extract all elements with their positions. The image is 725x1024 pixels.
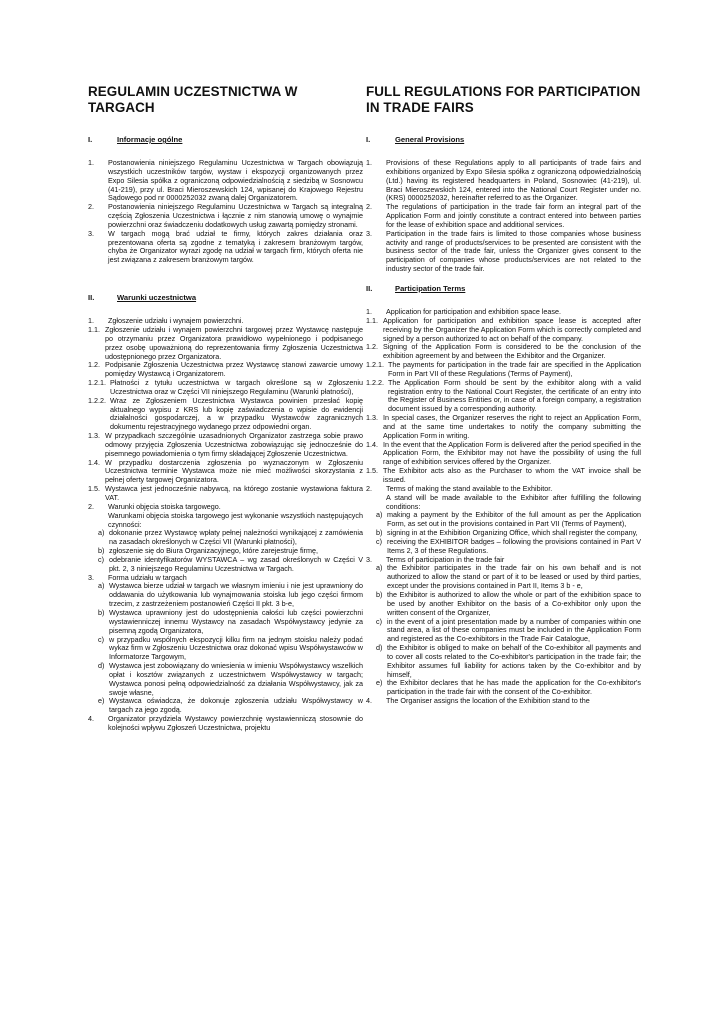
list-item-text: Forma udziału w targach [108,572,187,582]
list-item-text: dokonanie przez Wystawcę wpłaty pełnej należności wynikającej z zamówienia na zasadach określonych w Części VII (Warunki płatności), [109,528,363,547]
list-item-number: 1. [88,316,94,326]
list-item-number: a) [376,510,383,520]
list-item-number: 1.2.1. [366,360,384,370]
list-item-number: 2. [366,202,372,212]
list-item-number: 3. [366,554,372,564]
list-item-text: In special cases, the Organizer reserves the right to reject an Application Form, and at the same time undertakes to notify the company submitting the Application Form in writing. [383,413,641,440]
list-item [366,679,641,697]
list-item-text: The Exhibitor acts also as the Purchaser to whom the VAT invoice shall be issued. [383,466,641,484]
list-item-text: Wystawca jest jednocześnie nabywcą, na którego zostanie wystawiona faktura VAT. [105,484,363,502]
section-items-en-1 [366,159,641,274]
list-item-number: 1.4. [366,439,378,449]
list-item-number: 3. [366,228,372,238]
list-item [366,538,641,556]
list-item-text: in the event of a joint presentation made by a number of companies within one stand area, a list of these companies must be included in the Application Form and registered as the Co-exhibitors in the Trade Fair Catalogue, [387,616,641,644]
polish-column [88,84,363,733]
list-item-number: 1.4. [88,457,100,467]
list-item [366,564,641,591]
list-item [88,636,363,663]
list-item [366,618,641,645]
list-item [88,326,363,361]
list-item [88,159,363,203]
list-item [88,609,363,636]
english-column [366,84,641,706]
list-item [88,529,363,547]
list-item-number: a) [98,528,105,538]
list-item [88,379,363,397]
list-item-text: Wystawca bierze udział w targach we własnym imieniu i nie jest uprawniony do oddawania do użytkowania lub wynajmowania stoiska lub jego części firmom trzecim, z zastrzeżeniem postanowień Części II pkt. 3 b-e, [109,581,363,609]
list-item-text: W targach mogą brać udział te firmy, których zakres działania oraz prezentowana oferta są zgodne z tematyką i zakresem branżowym targów, chyba że Organizator wyrazi zgodę na udział w targach firm, których oferta nie jest związana z zakresem branżowym targów. [108,228,363,265]
list-item-text: W przypadkach szczególnie uzasadnionych Organizator zastrzega sobie prawo odmowy przyjęcia Zgłoszenia Uczestnictwa zobowiązując się jednocześnie do pisemnego powiadomienia o tym firmy składającej Zgłoszenie Uczestnictwa. [105,431,363,458]
list-item-text: the Exhibitor participates in the trade fair on his own behalf and is not authorized to allow the stand or part of it to be leased or used by third parties, except under the provisions contained in Part II, Items 3 b - e, [387,563,641,591]
list-item [366,467,641,485]
section-number: I. [366,135,371,144]
list-item-text: Płatności z tytułu uczestnictwa w targach określone są w Zgłoszeniu Uczestnictwa oraz w Części VII niniejszego Regulaminu (Warunki płatności), [110,378,363,396]
list-item-number: 2. [88,501,94,511]
list-item-text: The Application Form should be sent by the exhibitor along with a valid registration entry to the National Court Register, the certificate of an entry into the Register of Business Entities or, in case of a foreign company, a registration document issued by a corresponding authority. [388,377,641,414]
list-item-number: 1.1. [88,324,100,334]
list-item [88,459,363,486]
list-item-text: Warunki objęcia stoiska targowego. [108,501,221,511]
section-items-pl-1 [88,159,363,265]
section-title: General Provisions [395,135,465,144]
section-heading-pl-1 [88,135,363,144]
list-item [366,591,641,618]
list-item-number: 1. [88,158,94,167]
list-item-number: 1.2. [88,360,100,370]
list-item-number: 1.2. [366,342,378,352]
list-item-text: Warunkami objęcia stoiska targowego jest wykonanie wszystkich następujących czynności: [108,510,363,529]
list-item [88,662,363,697]
list-item-number: c) [98,554,104,564]
list-item-text: Terms of making the stand available to the Exhibitor. [386,483,553,493]
section-title: Warunki uczestnictwa [117,293,197,303]
list-item-text: Postanowienia niniejszego Regulaminu Uczestnictwa w Targach są integralną częścią Zgłoszenia Uczestnictwa i łącznie z nim stanowią umowę o wynajmie powierzchni oraz świadczeniu dodatkowych usług zawartą pomiędzy stronami. [108,202,363,229]
list-item-text: The Organiser assigns the location of the Exhibition stand to the [386,696,590,706]
list-item-text: Participation in the trade fairs is limited to those companies whose business activity and range of products/services to be presented are consistent with the business sector of the trade fair, unless the Organizer gives consent to the participation of companies whose products/services are not related to the industry sector of the trade fair. [386,228,641,274]
list-item [366,511,641,529]
list-item-number: d) [98,661,105,671]
list-item-text: receiving the EXHIBITOR badges – following the provisions contained in Part V Items 2, 3 of these Regulations. [387,536,641,555]
section-heading-en-1 [366,135,641,144]
list-item-number: 4. [88,714,94,724]
section-heading-en-2 [366,284,641,293]
list-item-text: Wystawca uprawniony jest do udostępnienia całości lub części powierzchni wystawienniczej innemu Wystawcy na zasadach Współwystawcy jedynie za pisemną zgodą Organizatora, [109,607,363,635]
list-item [366,494,641,512]
list-item-number: 1.2.1. [88,378,106,388]
list-item-text: Wystawca oświadcza, że dokonuje zgłoszenia udziału Współwystawcy w targach za jego zgodą. [109,696,363,715]
list-item [366,230,641,274]
list-item [366,203,641,230]
list-item [88,203,363,230]
list-item-text: odebranie identyfikatorów WYSTAWCA – wg zasad określonych w Części V pkt. 2, 3 niniejszego Regulaminu Uczestnictwa w Targach. [109,554,363,573]
section-items-pl-2 [88,317,363,733]
list-item [366,361,641,379]
list-item-text: Application for participation and exhibition space lease. [386,306,562,316]
list-item-text: Postanowienia niniejszego Regulaminu Uczestnictwa w Targach obowiązują wszystkich uczestników targów, wystaw i ekspozycji organizowanych przez Expo Silesia spółka z ograniczoną odpowiedzialnością z siedzibą w Sosnowcu (41-219), przy ul. Braci Mieroszewskich 124, wpisanej do Krajowego Rejestru Sądowego pod nr 0000252032 zwaną dalej Organizatorem. [108,158,363,203]
list-item-number: c) [376,536,382,546]
list-item-text: zgłoszenie się do Biura Organizacyjnego, które zarejestruje firmę, [109,546,318,556]
list-item-number: 3. [88,228,94,238]
list-item [88,512,363,530]
list-item-number: b) [376,589,383,599]
list-item-number: b) [376,528,383,538]
list-item [366,159,641,203]
section-number: I. [88,135,93,144]
list-item-number: b) [98,546,105,556]
list-item-number: e) [376,678,383,688]
list-item [366,414,641,441]
list-item [88,697,363,715]
list-item-text: w przypadku wspólnych ekspozycji kilku firm na jednym stoisku należy podać wykaz firm w Zgłoszeniu Uczestnictwa oraz dokonać wpisu Współwystawców w Informatorze Targowym, [109,634,363,662]
list-item-number: 1. [366,306,372,316]
list-item [366,644,641,679]
list-item-number: 1.5. [88,484,100,494]
list-item-number: e) [98,696,105,706]
list-item-text: Provisions of these Regulations apply to all participants of trade fairs and exhibitions organized by Expo Silesia spółka z ograniczoną odpowiedzialnością (Ltd.) having its registered headquarters in Poland, Sosnowiec (41-219), ul. Braci Mieroszewskich 124, entered into the National Court Register under no. (KRS) 0000252032, hereinafter referred to as the Organizer. [386,158,641,203]
list-item-number: 1. [366,158,372,167]
list-item-text: Signing of the Application Form is considered to be the conclusion of the exhibition agreement by and between the Exhibitor and the Organizer. [383,342,641,361]
list-item-number: 1.2.2. [88,395,106,405]
section-title: Participation Terms [395,283,466,293]
list-item-number: b) [98,607,105,617]
list-item-text: W przypadku dostarczenia zgłoszenia po wyznaczonym w Zgłoszeniu Uczestnictwa terminie Wystawca może nie mieć możliwości skorzystania z pełnej oferty targowej Organizatora. [105,457,363,485]
list-item [366,441,641,468]
list-item-text: Podpisanie Zgłoszenia Uczestnictwa przez Wystawcę stanowi zawarcie umowy pomiędzy Wystawcą i Organizatorem. [105,360,363,379]
list-item [88,715,363,733]
document-title-pl: REGULAMIN UCZESTNICTWA W TARGACH [88,84,298,115]
list-item-text: Organizator przydziela Wystawcy powierzchnię wystawienniczą stosownie do kolejności wpływu Zgłoszeń Uczestnictwa, projektu [108,714,363,732]
list-item-number: a) [376,563,383,573]
list-item-number: a) [98,581,105,591]
list-item [88,432,363,459]
list-item-number: 1.5. [366,466,378,476]
section-title: Informacje ogólne [117,135,183,144]
list-item-number: 1.2.2. [366,377,384,387]
list-item-number: 1.3. [366,413,378,423]
list-item-number: 1.1. [366,315,378,325]
list-item [88,361,363,379]
list-item [88,397,363,432]
list-item-text: signing in at the Exhibition Organizing Office, which shall register the company, [387,528,638,538]
section-number: II. [88,293,95,303]
list-item-number: 2. [366,483,372,493]
section-heading-pl-2 [88,293,363,302]
list-item [366,317,641,344]
list-item-text: In the event that the Application Form is delivered after the period specified in the Application Form, the Exhibitor may not have the possibility of using the full range of exhibition services offered by the Organizer. [383,439,641,467]
list-item-number: c) [376,616,382,626]
list-item-text: Zgłoszenie udziału i wynajem powierzchni targowej przez Wystawcę następuje po otrzymaniu przez Organizatora prawidłowo wypełnionego i podpisanego przez osobę upoważnioną do reprezentowania firmy Zgłoszenia Uczestnictwa udostępnionego przez Organizatora. [105,324,363,361]
list-item-text: the Exhibitor declares that he has made the application for the Co-exhibitor's participation in the trade fair with the consent of the Co-exhibitor. [387,678,641,697]
list-item-text: the Exhibitor is obliged to make on behalf of the Co-exhibitor all payments and to cover all costs related to the Co-exhibitor's participation in the trade fair; the Exhibitor assumes full liability for actions taken by the Co-exhibitor and by himself, [387,643,641,679]
list-item [366,379,641,414]
list-item-text: Zgłoszenie udziału i wynajem powierzchni. [108,316,244,326]
list-item-text: Application for participation and exhibition space lease is accepted after receiving by the Organizer the Application Form which is correctly completed and signed by a person authorized to act on behalf of the company. [383,315,641,343]
list-item-text: Terms of participation in the trade fair [386,554,505,564]
list-item-text: making a payment by the Exhibitor of the full amount as per the Application Form, as set out in the provisions contained in Part VII (Terms of Payment), [387,510,641,529]
list-item-text: Wystawca jest zobowiązany do wniesienia w imieniu Współwystawcy wszelkich opłat i kosztów związanych z uczestnictwem Współwystawcy w targach; Wystawca ponosi pełną odpowiedzialność za działania Współwystawcy, jak za swoje własne, [109,661,363,697]
list-item-text: A stand will be made available to the Exhibitor after fulfilling the following conditions: [386,492,641,511]
document-title-en: FULL REGULATIONS FOR PARTICIPATION IN TRADE FAIRS [366,84,641,115]
list-item [88,230,363,265]
list-item [366,697,641,706]
list-item-text: Wraz ze Zgłoszeniem Uczestnictwa Wystawca powinien przesłać kopię aktualnego wypisu z KRS lub kopię zaświadczenia o wpisie do ewidencji działalności gospodarczej, a w przypadku Wystawców zagranicznych dokumentu rejestracyjnego wydanego przez odpowiedni organ. [110,395,363,432]
list-item [88,556,363,574]
list-item-number: 2. [88,202,94,212]
list-item [366,343,641,361]
list-item-text: the Exhibitor is authorized to allow the whole or part of the exhibition space to be used by another Exhibitor on the basis of a Co-exhibitor only upon the written consent of the Organizer, [387,589,641,617]
list-item-number: 1.3. [88,431,100,441]
list-item [88,582,363,609]
section-number: II. [366,283,373,293]
list-item-number: c) [98,634,104,644]
list-item-number: 3. [88,572,94,582]
list-item-number: 4. [366,696,372,706]
list-item-text: The payments for participation in the trade fair are specified in the Application Form in Part VII of these Regulations (Terms of Payment), [388,360,641,378]
list-item-number: d) [376,643,383,653]
list-item-text: The regulations of participation in the trade fair form an integral part of the Application Form and jointly constitute a contract entered into between parties for the lease of exhibition space and additional services. [386,202,641,229]
list-item [88,485,363,503]
section-items-en-2 [366,308,641,706]
